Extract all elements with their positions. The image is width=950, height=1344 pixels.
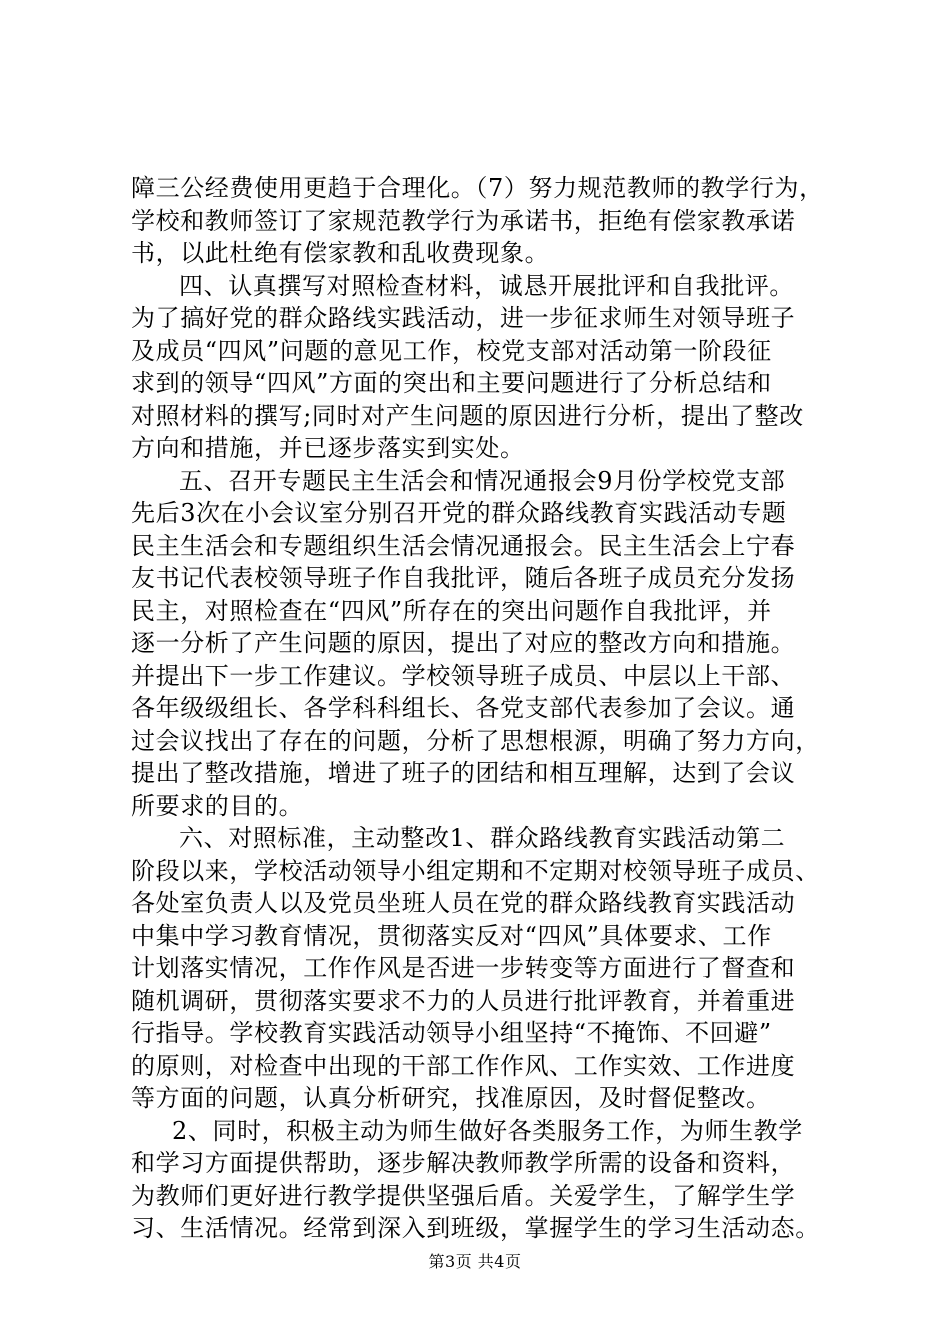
body-line-14: 民主，对照检查在“四风”所存在的突出问题作自我批评，并 [131,597,772,625]
body-line-9: 方向和措施，并已逐步落实到实处。 [131,434,525,462]
body-line-1: 障三公经费使用更趋于合理化。（7）努力规范教师的教学行为， [131,174,824,202]
body-line-17: 各年级级组长、各学科科组长、各党支部代表参加了会议。通 [131,694,796,722]
body-line-18: 过会议找出了存在的问题，分析了思想根源，明确了努力方向， [131,727,820,755]
page-footer: 第3页 共4页 [428,1252,522,1271]
body-line-11: 先后3次在小会议室分别召开党的群众路线教育实践活动专题 [131,499,787,527]
body-line-7: 求到的领导“四风”方面的突出和主要问题进行了分析总结和 [131,369,772,397]
body-line-13: 友书记代表校领导班子作自我批评，随后各班子成员充分发扬 [131,564,796,592]
body-line-12: 民主生活会和专题组织生活会情况通报会。民主生活会上宁春 [131,532,796,560]
body-line-8: 对照材料的撰写;同时对产生问题的原因进行分析，提出了整改 [131,402,804,430]
body-line-25: 计划落实情况，工作作风是否进一步转变等方面进行了督查和 [131,954,796,982]
body-line-26: 随机调研，贯彻落实要求不力的人员进行批评教育，并着重进 [131,987,796,1015]
body-line-19: 提出了整改措施，增进了班子的团结和相互理解，达到了会议 [131,759,796,787]
body-line-3: 书，以此杜绝有偿家教和乱收费现象。 [131,239,550,267]
body-line-29: 等方面的问题，认真分析研究，找准原因，及时督促整改。 [131,1084,771,1112]
body-line-31: 和学习方面提供帮助，逐步解决教师教学所需的设备和资料， [131,1149,796,1177]
body-line-5: 为了搞好党的群众路线实践活动，进一步征求师生对领导班子 [131,304,796,332]
body-line-23: 各处室负责人以及党员坐班人员在党的群众路线教育实践活动 [131,889,796,917]
body-line-20: 所要求的目的。 [131,792,304,820]
body-line-21: 六、对照标准，主动整改1、群众路线教育实践活动第二 [179,824,786,852]
body-line-22: 阶段以来，学校活动领导小组定期和不定期对校领导班子成员、 [131,857,820,885]
body-line-32: 为教师们更好进行教学提供坚强后盾。关爱学生，了解学生学 [131,1182,796,1210]
body-line-30: 2、同时，积极主动为师生做好各类服务工作，为师生教学 [172,1117,803,1145]
body-line-28: 的原则，对检查中出现的干部工作作风、工作实效、工作进度 [131,1052,796,1080]
body-line-4: 四、认真撰写对照检查材料，诚恳开展批评和自我批评。 [179,272,794,300]
body-line-15: 逐一分析了产生问题的原因，提出了对应的整改方向和措施。 [131,629,796,657]
body-line-6: 及成员“四风”问题的意见工作，校党支部对活动第一阶段征 [131,337,772,365]
body-line-16: 并提出下一步工作建议。学校领导班子成员、中层以上干部、 [131,662,796,690]
body-line-33: 习、生活情况。经常到深入到班级，掌握学生的学习生活动态。 [131,1214,820,1242]
body-line-2: 学校和教师签订了家规范教学行为承诺书，拒绝有偿家教承诺 [131,207,796,235]
body-line-24: 中集中学习教育情况，贯彻落实反对“四风”具体要求、工作 [131,922,772,950]
body-line-10: 五、召开专题民主生活会和情况通报会9月份学校党支部 [179,467,786,495]
body-line-27: 行指导。学校教育实践活动领导小组坚持“不掩饰、不回避” [131,1019,772,1047]
